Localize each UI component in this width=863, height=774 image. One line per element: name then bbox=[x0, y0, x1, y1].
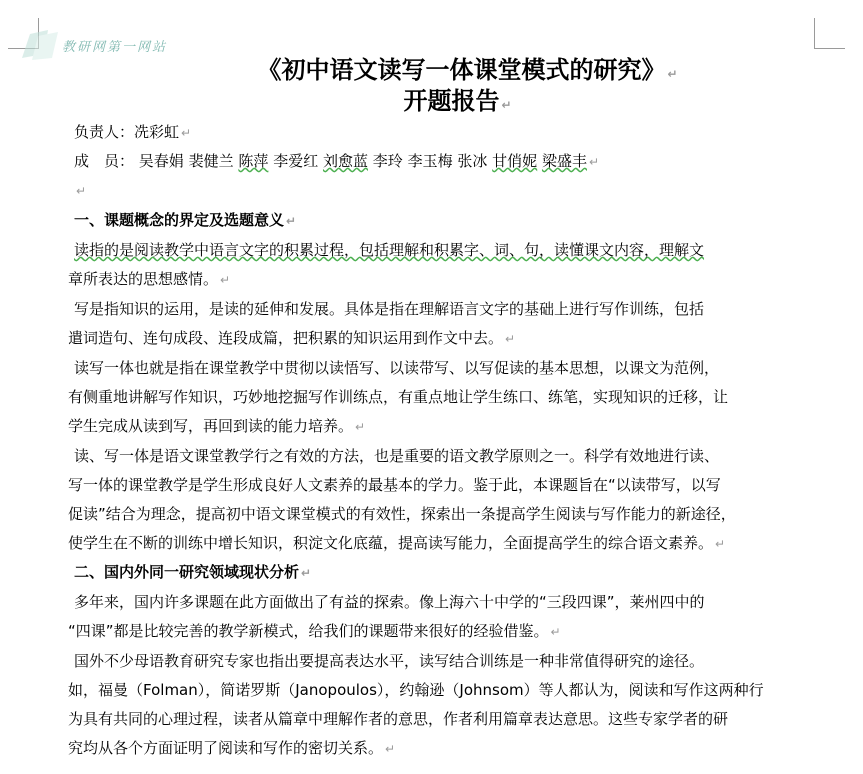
paragraph-line: “四课”都是比较完善的教学新模式，给我们的课题带来很好的经验借鉴。 ↵ bbox=[68, 622, 561, 640]
paragraph-line: 读写一体也就是指在课堂教学中贯彻以读悟写、以读带写、以写促读的基本思想，以课文为范例， bbox=[74, 359, 720, 377]
paragraph-line: 促读”结合为理念，提高初中语文课堂模式的有效性，探索出一条提高学生阅读与写作能力的新途径， bbox=[68, 505, 736, 523]
document-title: 《初中语文读写一体课堂模式的研究》 ↵ bbox=[257, 56, 678, 84]
crop-mark-top-right bbox=[814, 18, 845, 49]
member-item: 裴健兰 bbox=[188, 152, 234, 170]
paragraph-line: 多年来，国内许多课题在此方面做出了有益的探索。像上海六十中学的“三段四课”，莱州四中的 bbox=[74, 593, 705, 611]
empty-paragraph: ↵ bbox=[76, 184, 87, 198]
watermark-text: 教研网第一网站 bbox=[62, 40, 168, 55]
leader-name: 冼彩虹 bbox=[134, 123, 180, 141]
paragraph-line: 有侧重地讲解写作知识，巧妙地挖掘写作训练点，有重点地让学生练口、练笔，实现知识的迁移，让 bbox=[68, 388, 729, 406]
paragraph-line: 读指的是阅读教学中语言文字的积累过程，包括理解和积累字、词、句，读懂课文内容，理解文 bbox=[74, 241, 705, 259]
member-item: 李玲 bbox=[372, 152, 403, 170]
member-item: 甘俏妮 bbox=[492, 152, 538, 170]
paragraph-line: 写是指知识的运用，是读的延伸和发展。具体是指在理解语言文字的基础上进行写作训练，包括 bbox=[74, 300, 705, 318]
member-item: 陈萍 bbox=[238, 152, 269, 170]
member-item: 李爱红 bbox=[273, 152, 319, 170]
paragraph-line: 写一体的课堂教学是学生形成良好人文素养的最基本的学力。鉴于此，本课题旨在“以读带写，以写 bbox=[68, 476, 721, 494]
paragraph-line: 使学生在不断的训练中增长知识，积淀文化底蕴，提高读写能力，全面提高学生的综合语文素养。 ↵ bbox=[68, 534, 726, 552]
paragraph-line: 国外不少母语教育研究专家也指出要提高表达水平，读写结合训练是一种非常值得研究的途径。 bbox=[74, 652, 705, 670]
section-heading-2: 二、国内外同一研究领域现状分析 ↵ bbox=[74, 563, 312, 581]
member-item: 李玉梅 bbox=[407, 152, 453, 170]
leader-line: 负责人：冼彩虹 ↵ bbox=[74, 123, 192, 141]
document-subtitle: 开题报告 ↵ bbox=[403, 87, 512, 115]
member-item: 刘愈蓝 bbox=[322, 152, 368, 170]
member-item: 梁盛丰 bbox=[541, 152, 587, 170]
section-heading-1: 一、课题概念的界定及选题意义 ↵ bbox=[74, 211, 297, 229]
paragraph-line: 遣词造句、连句成段、连段成篇，把积累的知识运用到作文中去。 ↵ bbox=[68, 329, 516, 347]
paragraph-line: 章所表达的思想感情。 ↵ bbox=[68, 270, 231, 288]
paragraph-line: 学生完成从读到写，再回到读的能力培养。 ↵ bbox=[68, 417, 366, 435]
paragraph-line: 读、写一体是语文课堂教学行之有效的方法，也是重要的语文教学原则之一。科学有效地进行读、 bbox=[74, 447, 720, 465]
paragraph-line: 为具有共同的心理过程，读者从篇章中理解作者的意思，作者利用篇章表达意思。这些专家学者的研 bbox=[68, 710, 729, 728]
members-line: 成 员： 吴春娟 裴健兰 陈萍 李爱红 刘愈蓝 李玲 李玉梅 张冰 甘俏妮 梁盛丰 ↵ bbox=[74, 152, 600, 170]
member-item: 吴春娟 bbox=[138, 152, 184, 170]
paragraph-line: 究均从各个方面证明了阅读和写作的密切关系。 ↵ bbox=[68, 739, 396, 757]
paragraph-line: 如，福曼（Folman），简诺罗斯（Janopoulos），约翰逊（Johnsom）等人都认为，阅读和写作这两种行 bbox=[68, 681, 764, 699]
member-item: 张冰 bbox=[457, 152, 488, 170]
